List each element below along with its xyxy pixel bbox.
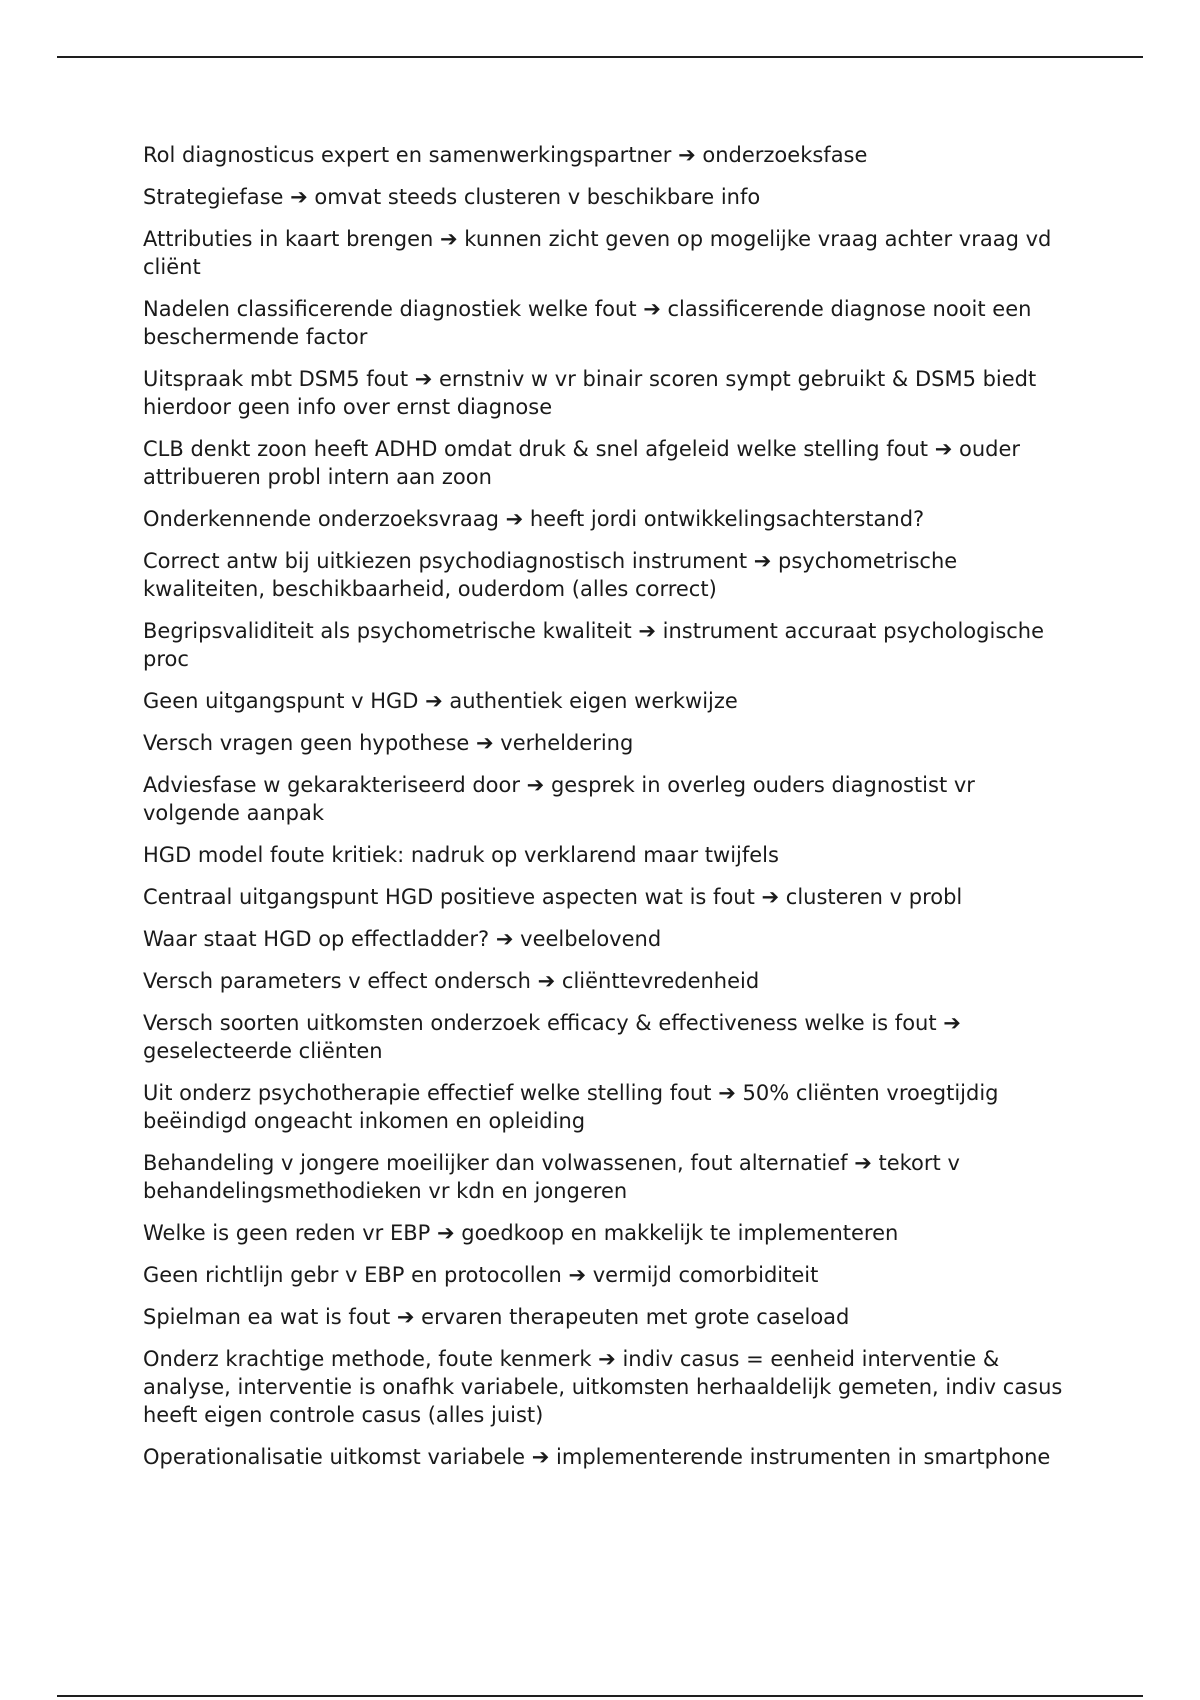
paragraph-2: Strategiefase ➔ omvat steeds clusteren v beschikbare info	[143, 185, 761, 209]
paragraph-17: Versch soorten uitkomsten onderzoek efficacy & effectiveness welke is fout ➔ geselecteerde cliënten	[143, 1011, 961, 1063]
paragraph-12: Adviesfase w gekarakteriseerd door ➔ gesprek in overleg ouders diagnostist vr volgende aanpak	[143, 773, 975, 825]
paragraph-15: Waar staat HGD op effectladder? ➔ veelbelovend	[143, 927, 662, 951]
paragraph-24: Operationalisatie uitkomst variabele ➔ implementerende instrumenten in smartphone	[143, 1445, 1051, 1469]
paragraph-22: Spielman ea wat is fout ➔ ervaren therapeuten met grote caseload	[143, 1305, 850, 1329]
paragraph-18: Uit onderz psychotherapie effectief welke stelling fout ➔ 50% cliënten vroegtijdig beëindigd ongeacht inkomen en opleiding	[143, 1081, 999, 1133]
paragraph-9: Begripsvaliditeit als psychometrische kwaliteit ➔ instrument accuraat psychologische proc	[143, 619, 1045, 671]
paragraph-19: Behandeling v jongere moeilijker dan volwassenen, fout alternatief ➔ tekort v behandelingsmethodieken vr kdn en jongeren	[143, 1151, 960, 1203]
paragraph-10: Geen uitgangspunt v HGD ➔ authentiek eigen werkwijze	[143, 689, 738, 713]
paragraph-11: Versch vragen geen hypothese ➔ verheldering	[143, 731, 634, 755]
footer-rule	[57, 1695, 1143, 1697]
paragraph-8: Correct antw bij uitkiezen psychodiagnostisch instrument ➔ psychometrische kwaliteiten, beschikbaarheid, ouderdom (alles correct)	[143, 549, 958, 601]
paragraph-23: Onderz krachtige methode, foute kenmerk ➔ indiv casus = eenheid interventie & analyse, interventie is onafhk variabele, uitkomsten herhaaldelijk gemeten, indiv casus heeft eigen controle casus (alles juist)	[143, 1347, 1063, 1427]
paragraph-1: Rol diagnosticus expert en samenwerkingspartner ➔ onderzoeksfase	[143, 143, 868, 167]
paragraph-6: CLB denkt zoon heeft ADHD omdat druk & snel afgeleid welke stelling fout ➔ ouder attribueren probl intern aan zoon	[143, 437, 1021, 489]
paragraph-14: Centraal uitgangspunt HGD positieve aspecten wat is fout ➔ clusteren v probl	[143, 885, 963, 909]
paragraph-20: Welke is geen reden vr EBP ➔ goedkoop en makkelijk te implementeren	[143, 1221, 899, 1245]
paragraph-4: Nadelen classificerende diagnostiek welke fout ➔ classificerende diagnose nooit een beschermende factor	[143, 297, 1032, 349]
paragraph-16: Versch parameters v effect ondersch ➔ cliënttevredenheid	[143, 969, 760, 993]
document-body	[143, 141, 1063, 1485]
paragraph-13: HGD model foute kritiek: nadruk op verklarend maar twijfels	[143, 843, 779, 867]
header-rule	[57, 56, 1143, 58]
paragraph-5: Uitspraak mbt DSM5 fout ➔ ernstniv w vr binair scoren sympt gebruikt & DSM5 biedt hierdoor geen info over ernst diagnose	[143, 367, 1037, 419]
paragraph-7: Onderkennende onderzoeksvraag ➔ heeft jordi ontwikkelingsachterstand?	[143, 507, 925, 531]
paragraph-3: Attributies in kaart brengen ➔ kunnen zicht geven op mogelijke vraag achter vraag vd cliënt	[143, 227, 1052, 279]
paragraph-21: Geen richtlijn gebr v EBP en protocollen ➔ vermijd comorbiditeit	[143, 1263, 819, 1287]
